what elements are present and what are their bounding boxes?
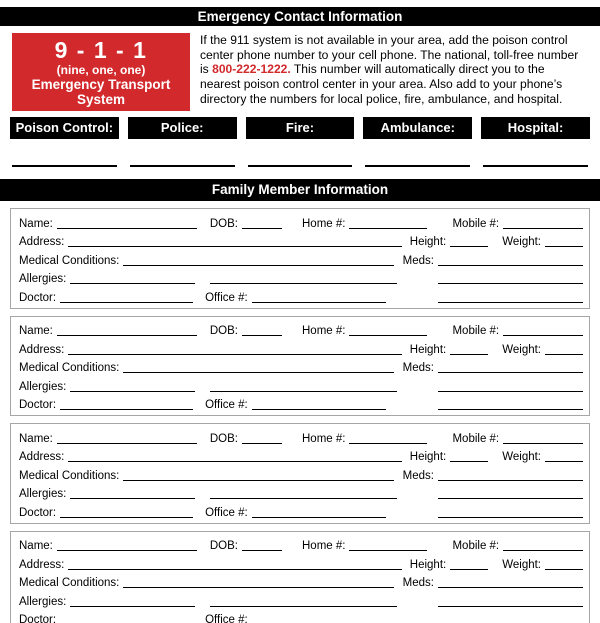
member-row-name xyxy=(19,427,583,446)
poison-control-label: Poison Control: xyxy=(10,117,119,139)
dob-write-in-line xyxy=(242,549,282,551)
mobile-phone-label: Mobile #: xyxy=(452,432,500,445)
weight-write-in-line xyxy=(545,245,583,247)
mobile-phone-write-in-line xyxy=(503,549,583,551)
dob-write-in-line xyxy=(242,442,282,444)
weight-write-in-line xyxy=(545,460,583,462)
address-write-in-line xyxy=(68,353,401,355)
weight-label: Weight: xyxy=(502,558,541,571)
office-phone-label: Office #: xyxy=(205,506,248,519)
dob-label: DOB: xyxy=(209,540,238,552)
height-label: Height: xyxy=(409,343,447,356)
emergency-number: 9 - 1 - 1 xyxy=(54,37,148,63)
member-row-doctor xyxy=(19,609,583,623)
meds-write-in-line xyxy=(438,479,583,481)
ambulance-label: Ambulance: xyxy=(363,117,472,139)
address-write-in-line xyxy=(68,460,401,462)
member-row-address xyxy=(19,231,583,250)
mobile-phone-write-in-line xyxy=(503,334,583,336)
meds-write-in-line xyxy=(438,264,583,266)
allergies-write-in-line xyxy=(70,390,195,392)
member-row-name xyxy=(19,320,583,339)
member-row-medical xyxy=(19,572,583,591)
height-label: Height: xyxy=(409,236,447,248)
emergency-contacts-write-in-row xyxy=(10,165,590,167)
member-row-address xyxy=(19,446,583,465)
member-row-allergies xyxy=(19,375,583,394)
intro-section xyxy=(12,33,588,111)
dob-label: DOB: xyxy=(209,432,238,445)
member-row-allergies xyxy=(19,590,583,609)
address-write-in-line xyxy=(68,568,401,570)
name-write-in-line xyxy=(57,549,197,551)
medical-conditions-label: Medical Conditions: xyxy=(19,577,120,589)
office-phone-write-in-line xyxy=(252,301,386,303)
height-write-in-line xyxy=(450,245,488,247)
weight-label: Weight: xyxy=(502,343,541,356)
allergies-write-in-line xyxy=(70,605,195,607)
meds-label: Meds: xyxy=(402,469,434,482)
allergies-label: Allergies: xyxy=(19,488,67,500)
medical-conditions-label: Medical Conditions: xyxy=(19,362,120,374)
home-phone-label: Home #: xyxy=(302,325,346,337)
family-members-section xyxy=(10,208,590,623)
office-phone-label: Office #: xyxy=(205,291,248,304)
poison-control-write-in-line xyxy=(12,165,117,167)
doctor-write-in-line xyxy=(60,301,193,303)
fire-label: Fire: xyxy=(246,117,355,139)
poison-control-phone-number: 800-222-1222. xyxy=(212,62,291,77)
weight-label: Weight: xyxy=(502,451,541,463)
name-write-in-line xyxy=(57,227,197,229)
allergies-label: Allergies: xyxy=(19,273,67,285)
meds-continued-write-in-line xyxy=(438,497,583,499)
family-section-title: Family Member Information xyxy=(0,179,600,201)
name-write-in-line xyxy=(57,442,197,444)
mobile-phone-label: Mobile #: xyxy=(452,217,500,230)
weight-write-in-line xyxy=(545,568,583,570)
office-phone-label: Office #: xyxy=(205,614,248,623)
member-row-doctor xyxy=(19,286,583,305)
home-phone-label: Home #: xyxy=(302,540,346,552)
instructions-paragraph xyxy=(200,33,588,111)
medical-conditions-label: Medical Conditions: xyxy=(19,469,120,482)
instructions-text-before: If the 911 system is not available in your area, add the poison control center phone number to your cell phone. The national, toll-free number is xyxy=(200,33,579,77)
medical-conditions-label: Medical Conditions: xyxy=(19,254,120,267)
meds-continued-write-in-line xyxy=(438,390,583,392)
weight-write-in-line xyxy=(545,353,583,355)
hospital-write-in-line xyxy=(483,165,588,167)
meds-continued-write-in-line xyxy=(438,282,583,284)
medical-conditions-write-in-line xyxy=(123,264,393,266)
emergency-contacts-labels-row xyxy=(10,117,590,139)
name-label: Name: xyxy=(19,432,53,445)
meds-continued-write-in-line-2 xyxy=(438,301,583,303)
allergies-write-in-line xyxy=(70,282,195,284)
address-label: Address: xyxy=(19,236,65,248)
allergies-continued-write-in-line xyxy=(210,282,397,284)
family-member-block xyxy=(10,531,590,623)
medical-conditions-write-in-line xyxy=(123,479,393,481)
meds-continued-write-in-line-2 xyxy=(438,408,583,410)
member-row-address xyxy=(19,553,583,572)
meds-label: Meds: xyxy=(402,577,434,589)
member-row-allergies xyxy=(19,483,583,502)
dob-write-in-line xyxy=(242,227,282,229)
allergies-label: Allergies: xyxy=(19,380,67,393)
dob-write-in-line xyxy=(242,334,282,336)
doctor-label: Doctor: xyxy=(19,399,57,411)
mobile-phone-write-in-line xyxy=(503,442,583,444)
mobile-phone-write-in-line xyxy=(503,227,583,229)
meds-label: Meds: xyxy=(402,362,434,374)
police-label: Police: xyxy=(128,117,237,139)
height-write-in-line xyxy=(450,460,488,462)
office-phone-write-in-line xyxy=(252,516,386,518)
member-row-medical xyxy=(19,464,583,483)
doctor-write-in-line xyxy=(60,408,193,410)
emergency-transport-label: Emergency Transport System xyxy=(31,77,171,107)
member-row-address xyxy=(19,338,583,357)
meds-write-in-line xyxy=(438,586,583,588)
member-row-doctor xyxy=(19,394,583,413)
hospital-label: Hospital: xyxy=(481,117,590,139)
fire-write-in-line xyxy=(248,165,353,167)
home-phone-write-in-line xyxy=(349,227,427,229)
allergies-continued-write-in-line xyxy=(210,390,397,392)
doctor-label: Doctor: xyxy=(19,614,57,623)
member-row-name xyxy=(19,535,583,554)
instructions-text-after: This number will automatically direct you to the nearest poison control center in your area. Also add to your phone’s directory the numbers for local police, fire, ambulance, and hospital. xyxy=(200,62,563,106)
allergies-continued-write-in-line xyxy=(210,605,397,607)
meds-label: Meds: xyxy=(402,254,434,267)
address-label: Address: xyxy=(19,451,65,463)
home-phone-write-in-line xyxy=(349,442,427,444)
name-label: Name: xyxy=(19,217,53,230)
ambulance-write-in-line xyxy=(365,165,470,167)
family-member-block xyxy=(10,316,590,417)
address-label: Address: xyxy=(19,558,65,571)
meds-continued-write-in-line xyxy=(438,605,583,607)
police-write-in-line xyxy=(130,165,235,167)
address-write-in-line xyxy=(68,245,401,247)
medical-conditions-write-in-line xyxy=(123,371,393,373)
height-label: Height: xyxy=(409,451,447,463)
home-phone-label: Home #: xyxy=(302,432,346,445)
name-label: Name: xyxy=(19,540,53,552)
home-phone-write-in-line xyxy=(349,334,427,336)
height-write-in-line xyxy=(450,353,488,355)
mobile-phone-label: Mobile #: xyxy=(452,540,500,552)
name-label: Name: xyxy=(19,325,53,337)
dob-label: DOB: xyxy=(209,217,238,230)
member-row-medical xyxy=(19,249,583,268)
doctor-label: Doctor: xyxy=(19,506,57,519)
member-row-doctor xyxy=(19,501,583,520)
mobile-phone-label: Mobile #: xyxy=(452,325,500,337)
office-phone-label: Office #: xyxy=(205,399,248,411)
meds-continued-write-in-line-2 xyxy=(438,516,583,518)
emergency-911-box xyxy=(12,33,190,111)
doctor-write-in-line xyxy=(60,516,193,518)
address-label: Address: xyxy=(19,343,65,356)
allergies-write-in-line xyxy=(70,497,195,499)
height-write-in-line xyxy=(450,568,488,570)
dob-label: DOB: xyxy=(209,325,238,337)
doctor-label: Doctor: xyxy=(19,291,57,304)
allergies-continued-write-in-line xyxy=(210,497,397,499)
member-row-name xyxy=(19,212,583,231)
meds-write-in-line xyxy=(438,371,583,373)
home-phone-write-in-line xyxy=(349,549,427,551)
name-write-in-line xyxy=(57,334,197,336)
allergies-label: Allergies: xyxy=(19,595,67,608)
family-member-block xyxy=(10,208,590,309)
medical-conditions-write-in-line xyxy=(123,586,393,588)
home-phone-label: Home #: xyxy=(302,217,346,230)
member-row-medical xyxy=(19,357,583,376)
weight-label: Weight: xyxy=(502,236,541,248)
family-member-block xyxy=(10,423,590,524)
page-title: Emergency Contact Information xyxy=(0,7,600,26)
emergency-number-pronunciation: (nine, one, one) xyxy=(56,63,146,77)
office-phone-write-in-line xyxy=(252,408,386,410)
member-row-allergies xyxy=(19,268,583,287)
height-label: Height: xyxy=(409,558,447,571)
